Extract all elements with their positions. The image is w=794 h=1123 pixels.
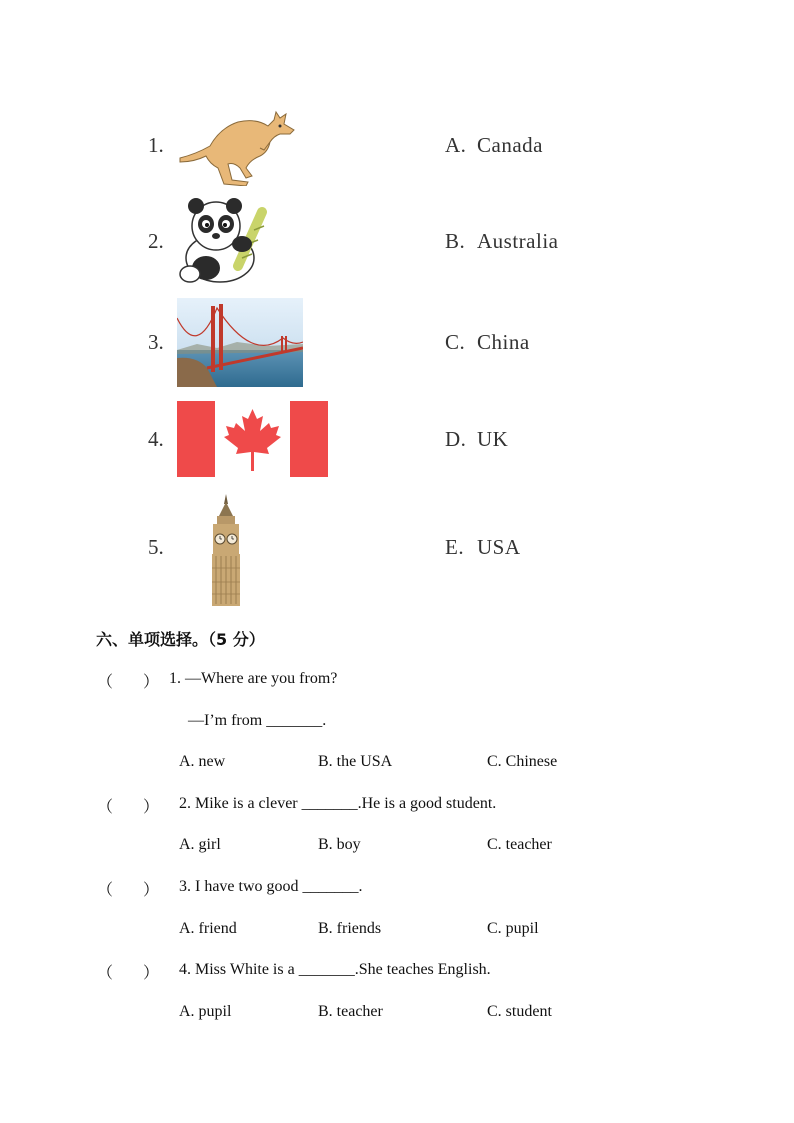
- question-1-stem: 1. —Where are you from?: [169, 670, 338, 687]
- option-text: Australia: [477, 229, 559, 253]
- answer-paren-close: ）: [143, 965, 160, 982]
- question-2-choice-c[interactable]: C. teacher: [487, 836, 552, 853]
- question-4-choice-a[interactable]: A. pupil: [179, 1003, 232, 1020]
- option-letter: D.: [445, 427, 467, 451]
- item-number-3: 3.: [148, 330, 164, 354]
- answer-paren-open: （: [97, 799, 114, 816]
- canada-flag-picture: [177, 401, 328, 477]
- answer-paren-close: ）: [143, 799, 160, 816]
- question-1-stem-reply: —I’m from _______.: [188, 712, 327, 729]
- question-1-choice-c[interactable]: C. Chinese: [487, 753, 558, 770]
- answer-paren-close: ）: [143, 674, 160, 691]
- option-text: Canada: [477, 133, 543, 157]
- answer-paren-open: （: [97, 965, 114, 982]
- option-letter: A.: [445, 133, 467, 157]
- option-text: UK: [477, 427, 509, 451]
- item-number-1: 1.: [148, 133, 164, 157]
- answer-paren-open: （: [97, 674, 114, 691]
- question-3-choice-b[interactable]: B. friends: [318, 920, 382, 937]
- question-3-choice-c[interactable]: C. pupil: [487, 920, 539, 937]
- question-2-choice-b[interactable]: B. boy: [318, 836, 361, 853]
- option-d: [445, 427, 508, 452]
- option-letter: C.: [445, 330, 466, 354]
- item-number-4: 4.: [148, 427, 164, 451]
- question-2-stem: 2. Mike is a clever _______.He is a good student.: [179, 795, 497, 812]
- item-number-2: 2.: [148, 229, 164, 253]
- question-4-stem: 4. Miss White is a _______.She teaches English.: [179, 961, 491, 978]
- question-4-choice-c[interactable]: C. student: [487, 1003, 552, 1020]
- golden-gate-bridge-picture: [177, 298, 303, 387]
- question-3-stem: 3. I have two good _______.: [179, 878, 363, 895]
- kangaroo-picture: [176, 106, 296, 186]
- option-a: [445, 133, 543, 158]
- question-1-choice-a[interactable]: A. new: [179, 753, 226, 770]
- option-c: [445, 330, 530, 355]
- section-title: 六、单项选择。（5 分）: [96, 630, 265, 649]
- question-3-choice-a[interactable]: A. friend: [179, 920, 237, 937]
- option-text: USA: [477, 535, 521, 559]
- option-e: [445, 535, 521, 560]
- question-4-choice-b[interactable]: B. teacher: [318, 1003, 383, 1020]
- question-2-choice-a[interactable]: A. girl: [179, 836, 221, 853]
- option-letter: E.: [445, 535, 465, 559]
- panda-picture: [176, 196, 272, 286]
- option-text: China: [477, 330, 530, 354]
- answer-paren-close: ）: [143, 882, 160, 899]
- question-1-choice-b[interactable]: B. the USA: [318, 753, 393, 770]
- item-number-5: 5.: [148, 535, 164, 559]
- answer-paren-open: （: [97, 882, 114, 899]
- big-ben-picture: [207, 494, 245, 606]
- option-b: [445, 229, 558, 254]
- option-letter: B.: [445, 229, 466, 253]
